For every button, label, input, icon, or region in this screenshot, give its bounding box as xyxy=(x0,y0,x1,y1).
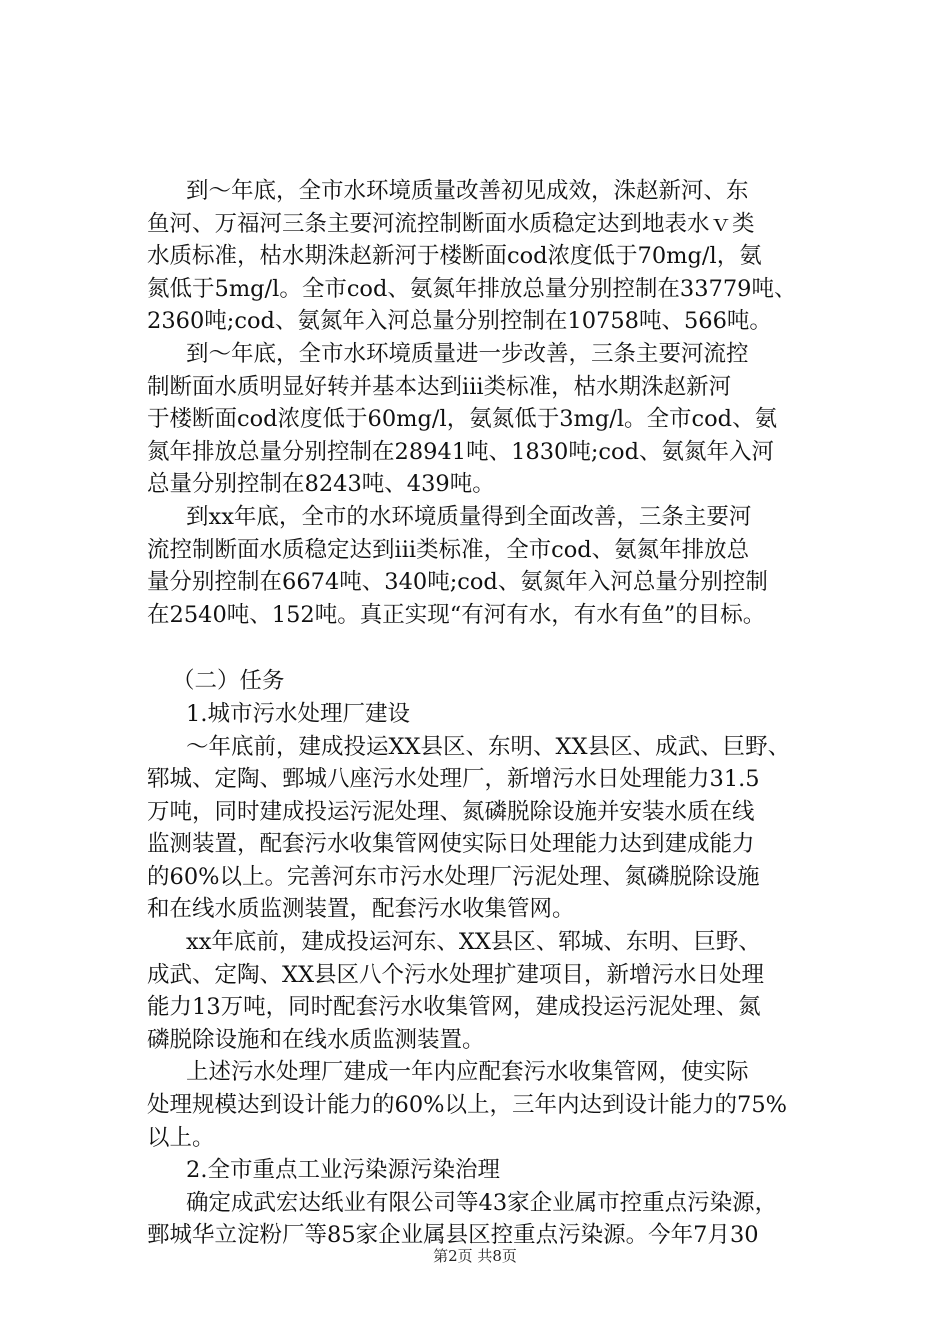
paragraph-goal-stage-3 xyxy=(147,501,847,631)
text-line: 到～年底，全市水环境质量进一步改善，三条主要河流控 xyxy=(186,340,749,367)
text-line: 郓城、定陶、鄄城八座污水处理厂，新增污水日处理能力31.5 xyxy=(147,766,760,793)
text-line: 总量分别控制在8243吨、439吨。 xyxy=(147,471,495,498)
text-line: 量分别控制在6674吨、340吨;cod、氨氮年入河总量分别控制 xyxy=(147,569,768,596)
text-line: 鄄城华立淀粉厂等85家企业属县区控重点污染源。今年7月30 xyxy=(147,1222,759,1249)
text-line: 磷脱除设施和在线水质监测装置。 xyxy=(147,1026,485,1053)
text-line: 2360吨;cod、氨氮年入河总量分别控制在10758吨、566吨。 xyxy=(147,308,772,335)
document-body xyxy=(147,175,847,1252)
page-footer xyxy=(0,1246,950,1266)
text-line: 氮年排放总量分别控制在28941吨、1830吨;cod、氨氮年入河 xyxy=(147,438,774,465)
text-line: 在2540吨、152吨。真正实现“有河有水，有水有鱼”的目标。 xyxy=(147,601,766,628)
text-line: xx年底前，建成投运河东、XX县区、郓城、东明、巨野、 xyxy=(186,929,761,956)
text-line: 制断面水质明显好转并基本达到iii类标准，枯水期洙赵新河 xyxy=(147,373,732,400)
paragraph-goal-stage-1 xyxy=(147,175,847,338)
text-line: ～年底前，建成投运XX县区、东明、XX县区、成武、巨野、 xyxy=(186,733,791,760)
paragraph-goal-stage-2 xyxy=(147,338,847,501)
text-line: 确定成武宏达纸业有限公司等43家企业属市控重点污染源， xyxy=(186,1189,778,1216)
paragraph-plant-construction xyxy=(147,731,847,927)
text-line: 到xx年底，全市的水环境质量得到全面改善，三条主要河 xyxy=(186,503,752,530)
text-line: 处理规模达到设计能力的60%以上，三年内达到设计能力的75% xyxy=(147,1092,788,1119)
text-line: 和在线水质监测装置，配套污水收集管网。 xyxy=(147,896,575,923)
text-line: 水质标准，枯水期洙赵新河于楼断面cod浓度低于70mg/l，氨 xyxy=(147,243,762,270)
subheading: 2.全市重点工业污染源污染治理 xyxy=(186,1157,500,1184)
text-line: 鱼河、万福河三条主要河流控制断面水质稳定达到地表水ｖ类 xyxy=(147,210,755,237)
text-line: 以上。 xyxy=(147,1124,215,1151)
subheading: 1.城市污水处理厂建设 xyxy=(186,700,410,727)
section-spacer xyxy=(147,631,847,665)
text-line: 上述污水处理厂建成一年内应配套污水收集管网，使实际 xyxy=(186,1059,749,1086)
text-line: 流控制断面水质稳定达到iii类标准，全市cod、氨氮年排放总 xyxy=(147,536,750,563)
text-line: 监测装置，配套污水收集管网使实际日处理能力达到建成能力 xyxy=(147,831,755,858)
paragraph-expansion-projects xyxy=(147,926,847,1056)
text-line: 成武、定陶、XX县区八个污水处理扩建项目，新增污水日处理 xyxy=(147,961,765,988)
text-line: 到～年底，全市水环境质量改善初见成效，洙赵新河、东 xyxy=(186,178,749,204)
text-line: 万吨，同时建成投运污泥处理、氮磷脱除设施并安装水质在线 xyxy=(147,798,755,825)
section-heading: （二）任务 xyxy=(172,668,285,695)
text-line: 于楼断面cod浓度低于60mg/l，氨氮低于3mg/l。全市cod、氨 xyxy=(147,406,778,433)
text-line: 的60%以上。完善河东市污水处理厂污泥处理、氮磷脱除设施 xyxy=(147,863,760,890)
paragraph-capacity-requirement xyxy=(147,1056,847,1154)
text-line: 能力13万吨，同时配套污水收集管网，建成投运污泥处理、氮 xyxy=(147,994,761,1021)
paragraph-industrial-sources xyxy=(147,1187,847,1252)
text-line: 氮低于5mg/l。全市cod、氨氮年排放总量分别控制在33779吨、 xyxy=(147,275,797,302)
page-number: 第2页 共8页 xyxy=(433,1247,517,1265)
